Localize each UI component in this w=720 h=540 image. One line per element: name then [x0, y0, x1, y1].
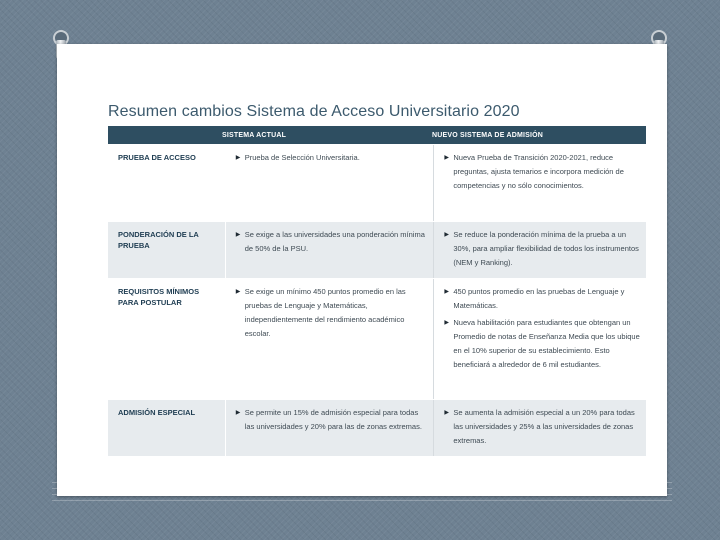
bullet-arrow-icon: ▶	[235, 289, 241, 295]
row-label: PONDERACIÓN DE LA PRUEBA	[108, 222, 226, 278]
comparison-table	[108, 126, 646, 456]
bullet-arrow-icon: ▶	[235, 232, 241, 238]
nuevo-cell	[434, 400, 646, 456]
bullet-arrow-icon: ▶	[444, 320, 450, 326]
actual-cell	[226, 145, 435, 221]
row-label: PRUEBA DE ACCESO	[108, 145, 226, 221]
decorative-lines	[52, 476, 672, 516]
slide-title: Resumen cambios Sistema de Acceso Universitario 2020	[108, 103, 520, 120]
bullet-text: Se exige a las universidades una ponderación mínima de 50% de la PSU.	[244, 230, 425, 253]
nuevo-cell	[434, 279, 646, 399]
header-nuevo-sistema: NUEVO SISTEMA DE ADMISIÓN	[432, 131, 544, 139]
bullet-text: Nueva habilitación para estudiantes que obtengan un Promedio de notas de Enseñanza Media que los ubique en el 10% superior de su establecimiento. Esto beneficiará a alrededor de 6 mil estudiantes.	[453, 318, 640, 369]
table-row	[108, 144, 646, 221]
bullet-text: Nueva Prueba de Transición 2020-2021, reduce preguntas, ajusta temarios e incorpora medición de competencias y no sólo conocimientos.	[453, 153, 624, 190]
bullet-text: Prueba de Selección Universitaria.	[244, 153, 360, 162]
bullet-arrow-icon: ▶	[444, 232, 450, 238]
row-label: REQUISITOS MÍNIMOS PARA POSTULAR	[108, 279, 226, 399]
bullet-text: Se permite un 15% de admisión especial para todas las universidades y 20% para las de zonas extremas.	[244, 408, 422, 431]
bullet-arrow-icon: ▶	[444, 155, 450, 161]
bullet-arrow-icon: ▶	[444, 289, 450, 295]
row-label: ADMISIÓN ESPECIAL	[108, 400, 226, 456]
nuevo-cell	[434, 222, 646, 278]
table-row	[108, 399, 646, 456]
bullet-arrow-icon: ▶	[444, 410, 450, 416]
bullet-text: Se reduce la ponderación mínima de la prueba a un 30%, para ampliar flexibilidad de todos los instrumentos (NEM y Ranking).	[453, 230, 639, 267]
table-row	[108, 221, 646, 278]
bullet-arrow-icon: ▶	[235, 410, 241, 416]
bullet-text: Se aumenta la admisión especial a un 20% para todas las universidades y 25% a las universidades de zonas extremas.	[453, 408, 635, 445]
table-header	[108, 126, 646, 144]
bullet-text: Se exige un mínimo 450 puntos promedio en las pruebas de Lenguaje y Matemáticas, independientemente del rendimiento académico escolar.	[244, 287, 406, 338]
actual-cell	[226, 222, 435, 278]
nuevo-cell	[434, 145, 646, 221]
bullet-arrow-icon: ▶	[235, 155, 241, 161]
actual-cell	[226, 400, 435, 456]
bullet-text: 450 puntos promedio en las pruebas de Lenguaje y Matemáticas.	[453, 287, 625, 310]
actual-cell	[226, 279, 435, 399]
table-row	[108, 278, 646, 399]
header-sistema-actual: SISTEMA ACTUAL	[222, 131, 287, 139]
